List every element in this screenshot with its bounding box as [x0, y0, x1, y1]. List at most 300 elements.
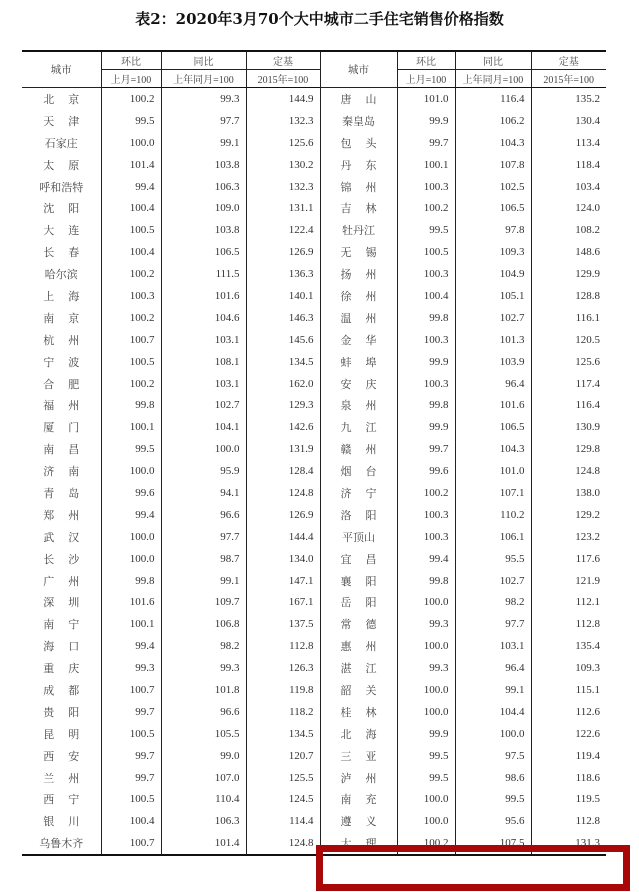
city-name-left	[22, 767, 101, 789]
city-char-1: 韶	[340, 683, 352, 697]
city-char-2: 理	[365, 837, 377, 851]
yoy-index-right: 102.7	[455, 307, 531, 329]
yoy-index-left: 99.1	[161, 570, 246, 592]
city-char-1: 南	[340, 793, 352, 807]
base-index-left: 146.3	[246, 307, 320, 329]
city-char-1: 洛	[340, 508, 352, 522]
table-row	[22, 176, 606, 198]
city-name-right: 牡丹江	[320, 219, 397, 241]
yoy-index-left: 103.1	[161, 329, 246, 351]
city-name-left	[22, 504, 101, 526]
yoy-index-right: 103.1	[455, 635, 531, 657]
mom-index-left: 99.8	[101, 570, 161, 592]
mom-index-left: 99.7	[101, 767, 161, 789]
city-char-1: 三	[340, 749, 352, 763]
mom-index-left: 100.0	[101, 526, 161, 548]
city-name-left	[22, 307, 101, 329]
mom-index-left: 100.2	[101, 263, 161, 285]
yoy-index-right: 103.9	[455, 351, 531, 373]
yoy-index-right: 106.5	[455, 197, 531, 219]
mom-index-right: 100.0	[397, 679, 455, 701]
yoy-index-right: 95.5	[455, 548, 531, 570]
city-name-right	[320, 635, 397, 657]
city-char-1: 无	[340, 246, 352, 260]
city-name-left: 乌鲁木齐	[39, 837, 84, 851]
city-name-right	[320, 723, 397, 745]
city-char-1: 兰	[43, 771, 55, 785]
yoy-index-left: 109.7	[161, 591, 246, 613]
table-row	[22, 570, 606, 592]
city-name-right	[320, 789, 397, 811]
city-char-2: 宁	[68, 618, 80, 632]
city-name-left	[22, 154, 101, 176]
city-char-1: 广	[43, 574, 55, 588]
city-name-right	[320, 548, 397, 570]
city-char-1: 赣	[340, 443, 352, 457]
yoy-index-right: 95.6	[455, 810, 531, 832]
table-row	[22, 548, 606, 570]
city-name-right	[320, 88, 397, 110]
yoy-index-left: 94.1	[161, 482, 246, 504]
city-name-right	[320, 810, 397, 832]
yoy-index-left: 103.8	[161, 219, 246, 241]
city-name-left	[22, 438, 101, 460]
city-name-right	[320, 307, 397, 329]
yoy-index-right: 104.9	[455, 263, 531, 285]
city-name-right	[320, 613, 397, 635]
city-char-1: 太	[43, 158, 55, 172]
mom-index-right: 100.4	[397, 285, 455, 307]
yoy-index-left: 101.4	[161, 832, 246, 855]
city-char-2: 州	[68, 333, 80, 347]
header-hb-right: 环比	[397, 51, 455, 70]
base-index-left: 134.0	[246, 548, 320, 570]
base-index-right: 135.2	[531, 88, 606, 110]
yoy-index-right: 106.1	[455, 526, 531, 548]
city-char-2: 宁	[68, 793, 80, 807]
mom-index-left: 100.2	[101, 88, 161, 110]
yoy-index-right: 110.2	[455, 504, 531, 526]
city-char-1: 扬	[340, 268, 352, 282]
base-index-right: 112.8	[531, 810, 606, 832]
city-name-right	[320, 176, 397, 198]
city-char-1: 九	[340, 421, 352, 435]
city-char-2: 亚	[365, 749, 377, 763]
yoy-index-right: 101.3	[455, 329, 531, 351]
city-name-left	[22, 679, 101, 701]
base-index-right: 113.4	[531, 132, 606, 154]
city-char-2: 都	[68, 683, 80, 697]
table-row	[22, 635, 606, 657]
city-char-1: 徐	[340, 289, 352, 303]
base-index-left: 112.8	[246, 635, 320, 657]
mom-index-right: 99.7	[397, 132, 455, 154]
city-name-right: 秦皇岛	[320, 110, 397, 132]
base-index-right: 109.3	[531, 657, 606, 679]
table-row	[22, 307, 606, 329]
mom-index-right: 99.5	[397, 219, 455, 241]
yoy-index-right: 102.5	[455, 176, 531, 198]
city-char-2: 州	[365, 180, 377, 194]
base-index-right: 129.8	[531, 438, 606, 460]
city-char-2: 庆	[365, 377, 377, 391]
city-char-1: 蚌	[340, 355, 352, 369]
yoy-index-right: 106.2	[455, 110, 531, 132]
base-index-right: 117.4	[531, 373, 606, 395]
city-char-1: 深	[43, 596, 55, 610]
header-tb-base-right: 上年同月=100	[455, 70, 531, 88]
city-name-left	[22, 416, 101, 438]
table-row	[22, 329, 606, 351]
city-name-left	[22, 548, 101, 570]
city-name-left	[22, 329, 101, 351]
header-dj-base-left: 2015年=100	[246, 70, 320, 88]
table-row	[22, 526, 606, 548]
base-index-left: 131.1	[246, 197, 320, 219]
header-tb-left: 同比	[161, 51, 246, 70]
header-dj-right: 定基	[531, 51, 606, 70]
city-char-2: 州	[365, 311, 377, 325]
mom-index-right: 100.0	[397, 789, 455, 811]
header-dj-base-right: 2015年=100	[531, 70, 606, 88]
mom-index-right: 99.9	[397, 110, 455, 132]
city-char-1: 重	[43, 662, 55, 676]
table-row	[22, 285, 606, 307]
mom-index-left: 99.7	[101, 745, 161, 767]
yoy-index-left: 99.0	[161, 745, 246, 767]
city-char-1: 岳	[340, 596, 352, 610]
mom-index-left: 100.3	[101, 285, 161, 307]
table-row	[22, 263, 606, 285]
yoy-index-left: 104.1	[161, 416, 246, 438]
base-index-left: 137.5	[246, 613, 320, 635]
mom-index-left: 99.5	[101, 110, 161, 132]
city-name-right	[320, 679, 397, 701]
city-name-left	[22, 482, 101, 504]
city-name-left	[22, 351, 101, 373]
city-name-left	[22, 526, 101, 548]
city-char-1: 金	[340, 333, 352, 347]
city-name-left	[22, 394, 101, 416]
base-index-left: 144.4	[246, 526, 320, 548]
city-char-2: 东	[365, 158, 377, 172]
city-name-right	[320, 241, 397, 263]
mom-index-left: 99.5	[101, 438, 161, 460]
yoy-index-right: 99.5	[455, 789, 531, 811]
base-index-left: 124.8	[246, 482, 320, 504]
base-index-left: 136.3	[246, 263, 320, 285]
city-char-2: 江	[365, 421, 377, 435]
mom-index-right: 99.9	[397, 723, 455, 745]
mom-index-left: 100.4	[101, 197, 161, 219]
city-char-2: 口	[68, 640, 80, 654]
base-index-right: 138.0	[531, 482, 606, 504]
mom-index-right: 99.5	[397, 745, 455, 767]
base-index-right: 108.2	[531, 219, 606, 241]
city-char-1: 大	[43, 224, 55, 238]
base-index-right: 124.8	[531, 460, 606, 482]
base-index-left: 126.9	[246, 241, 320, 263]
city-name-left	[22, 613, 101, 635]
mom-index-right: 100.5	[397, 241, 455, 263]
base-index-left: 124.5	[246, 789, 320, 811]
table-row	[22, 745, 606, 767]
city-name-right	[320, 438, 397, 460]
city-char-2: 肥	[68, 377, 80, 391]
city-char-1: 北	[43, 92, 55, 106]
city-char-1: 泸	[340, 771, 352, 785]
city-char-2: 原	[68, 158, 80, 172]
mom-index-left: 99.6	[101, 482, 161, 504]
table-row	[22, 373, 606, 395]
mom-index-left: 101.4	[101, 154, 161, 176]
header-dj-left: 定基	[246, 51, 320, 70]
yoy-index-left: 110.4	[161, 789, 246, 811]
city-char-1: 郑	[43, 508, 55, 522]
mom-index-right: 100.0	[397, 635, 455, 657]
base-index-left: 134.5	[246, 723, 320, 745]
yoy-index-right: 107.5	[455, 832, 531, 855]
table-row	[22, 460, 606, 482]
mom-index-left: 101.6	[101, 591, 161, 613]
yoy-index-right: 101.6	[455, 394, 531, 416]
city-char-2: 州	[365, 399, 377, 413]
table-title: 表2：2020年3月70个大中城市二手住宅销售价格指数	[135, 10, 504, 28]
yoy-index-right: 102.7	[455, 570, 531, 592]
yoy-index-left: 97.7	[161, 526, 246, 548]
city-char-2: 江	[365, 662, 377, 676]
city-char-1: 合	[43, 377, 55, 391]
yoy-index-left: 103.1	[161, 373, 246, 395]
mom-index-right: 99.6	[397, 460, 455, 482]
city-char-2: 阳	[365, 574, 377, 588]
city-name-right	[320, 285, 397, 307]
mom-index-left: 100.5	[101, 789, 161, 811]
city-name-right	[320, 745, 397, 767]
city-name-right	[320, 591, 397, 613]
yoy-index-left: 103.8	[161, 154, 246, 176]
city-char-2: 春	[68, 246, 80, 260]
city-char-1: 天	[43, 114, 55, 128]
city-char-2: 昌	[365, 552, 377, 566]
yoy-index-left: 100.0	[161, 438, 246, 460]
yoy-index-left: 99.3	[161, 657, 246, 679]
yoy-index-left: 101.6	[161, 285, 246, 307]
city-name-left: 石家庄	[44, 136, 78, 150]
yoy-index-left: 97.7	[161, 110, 246, 132]
city-char-1: 西	[43, 749, 55, 763]
yoy-index-left: 106.8	[161, 613, 246, 635]
mom-index-left: 100.7	[101, 832, 161, 855]
base-index-right: 130.4	[531, 110, 606, 132]
mom-index-left: 100.1	[101, 613, 161, 635]
city-char-1: 成	[43, 683, 55, 697]
city-char-1: 银	[43, 815, 55, 829]
city-name-right	[320, 460, 397, 482]
mom-index-right: 100.3	[397, 176, 455, 198]
city-char-1: 厦	[43, 421, 55, 435]
city-char-2: 州	[68, 574, 80, 588]
table-row	[22, 679, 606, 701]
mom-index-left: 100.7	[101, 679, 161, 701]
city-char-1: 西	[43, 793, 55, 807]
city-char-1: 海	[43, 640, 55, 654]
base-index-left: 132.3	[246, 176, 320, 198]
yoy-index-right: 104.4	[455, 701, 531, 723]
table-row	[22, 701, 606, 723]
header-tb-base-left: 上年同月=100	[161, 70, 246, 88]
table-row	[22, 416, 606, 438]
base-index-right: 117.6	[531, 548, 606, 570]
yoy-index-right: 96.4	[455, 373, 531, 395]
mom-index-right: 99.8	[397, 570, 455, 592]
yoy-index-right: 98.2	[455, 591, 531, 613]
city-char-1: 福	[43, 399, 55, 413]
mom-index-left: 100.2	[101, 307, 161, 329]
yoy-index-right: 98.6	[455, 767, 531, 789]
city-char-1: 长	[43, 246, 55, 260]
mom-index-right: 99.8	[397, 394, 455, 416]
yoy-index-right: 97.7	[455, 613, 531, 635]
base-index-left: 126.3	[246, 657, 320, 679]
mom-index-right: 99.4	[397, 548, 455, 570]
city-char-2: 德	[365, 618, 377, 632]
yoy-index-left: 104.6	[161, 307, 246, 329]
yoy-index-right: 107.8	[455, 154, 531, 176]
city-char-2: 州	[365, 771, 377, 785]
city-char-1: 湛	[340, 662, 352, 676]
table-row	[22, 219, 606, 241]
city-char-1: 北	[340, 727, 352, 741]
city-char-2: 充	[365, 793, 377, 807]
yoy-index-right: 109.3	[455, 241, 531, 263]
header-city-right: 城市	[320, 51, 397, 88]
city-char-2: 连	[68, 224, 80, 238]
yoy-index-right: 105.1	[455, 285, 531, 307]
yoy-index-left: 99.3	[161, 88, 246, 110]
city-char-1: 吉	[340, 202, 352, 216]
mom-index-left: 100.0	[101, 548, 161, 570]
yoy-index-right: 96.4	[455, 657, 531, 679]
city-name-right	[320, 482, 397, 504]
base-index-right: 119.4	[531, 745, 606, 767]
city-name-right	[320, 767, 397, 789]
city-char-2: 京	[68, 92, 80, 106]
city-name-right	[320, 416, 397, 438]
city-char-1: 沈	[43, 202, 55, 216]
city-char-2: 南	[68, 465, 80, 479]
city-char-2: 州	[365, 289, 377, 303]
city-char-2: 阳	[365, 508, 377, 522]
mom-index-left: 100.5	[101, 351, 161, 373]
base-index-left: 125.6	[246, 132, 320, 154]
table-row	[22, 197, 606, 219]
mom-index-left: 100.4	[101, 810, 161, 832]
header-row-1	[22, 51, 606, 70]
city-name-right	[320, 263, 397, 285]
city-char-1: 南	[43, 618, 55, 632]
city-char-1: 惠	[340, 640, 352, 654]
city-char-2: 门	[68, 421, 80, 435]
base-index-left: 129.3	[246, 394, 320, 416]
base-index-left: 131.9	[246, 438, 320, 460]
yoy-index-left: 96.6	[161, 504, 246, 526]
city-char-1: 青	[43, 486, 55, 500]
table-row	[22, 154, 606, 176]
yoy-index-left: 105.5	[161, 723, 246, 745]
city-char-1: 襄	[340, 574, 352, 588]
city-char-1: 遵	[340, 815, 352, 829]
yoy-index-left: 99.1	[161, 132, 246, 154]
yoy-index-right: 97.5	[455, 745, 531, 767]
city-char-2: 阳	[365, 596, 377, 610]
city-name-right	[320, 197, 397, 219]
city-name-right	[320, 394, 397, 416]
yoy-index-left: 111.5	[161, 263, 246, 285]
yoy-index-right: 104.3	[455, 438, 531, 460]
mom-index-right: 99.5	[397, 767, 455, 789]
table-row	[22, 110, 606, 132]
mom-index-left: 100.4	[101, 241, 161, 263]
city-name-left	[22, 635, 101, 657]
city-char-1: 济	[43, 465, 55, 479]
yoy-index-left: 108.1	[161, 351, 246, 373]
city-name-left: 呼和浩特	[39, 180, 84, 194]
city-char-2: 沙	[68, 552, 80, 566]
base-index-right: 116.1	[531, 307, 606, 329]
base-index-left: 145.6	[246, 329, 320, 351]
mom-index-right: 100.3	[397, 263, 455, 285]
table-row	[22, 394, 606, 416]
mom-index-left: 99.4	[101, 504, 161, 526]
base-index-left: 147.1	[246, 570, 320, 592]
city-char-2: 京	[68, 311, 80, 325]
city-char-2: 州	[365, 640, 377, 654]
city-char-2: 台	[365, 465, 377, 479]
yoy-index-right: 107.1	[455, 482, 531, 504]
city-name-right	[320, 657, 397, 679]
header-hb-base-left: 上月=100	[101, 70, 161, 88]
base-index-left: 132.3	[246, 110, 320, 132]
base-index-right: 118.4	[531, 154, 606, 176]
header-tb-right: 同比	[455, 51, 531, 70]
city-char-1: 南	[43, 443, 55, 457]
city-name-left	[22, 110, 101, 132]
yoy-index-right: 104.3	[455, 132, 531, 154]
base-index-right: 131.3	[531, 832, 606, 855]
table-row	[22, 767, 606, 789]
city-char-2: 昌	[68, 443, 80, 457]
city-char-1: 包	[340, 136, 352, 150]
city-char-2: 圳	[68, 596, 80, 610]
city-char-2: 头	[365, 136, 377, 150]
city-name-left	[22, 241, 101, 263]
city-name-right	[320, 570, 397, 592]
table-row	[22, 723, 606, 745]
city-name-left	[22, 591, 101, 613]
base-index-right: 135.4	[531, 635, 606, 657]
city-name-right: 平顶山	[320, 526, 397, 548]
base-index-right: 129.9	[531, 263, 606, 285]
city-char-1: 武	[43, 530, 55, 544]
city-char-2: 林	[365, 705, 377, 719]
city-char-1: 大	[340, 837, 352, 851]
city-name-left	[22, 810, 101, 832]
city-char-2: 锡	[365, 246, 377, 260]
city-char-2: 州	[68, 508, 80, 522]
yoy-index-right: 97.8	[455, 219, 531, 241]
base-index-right: 119.5	[531, 789, 606, 811]
